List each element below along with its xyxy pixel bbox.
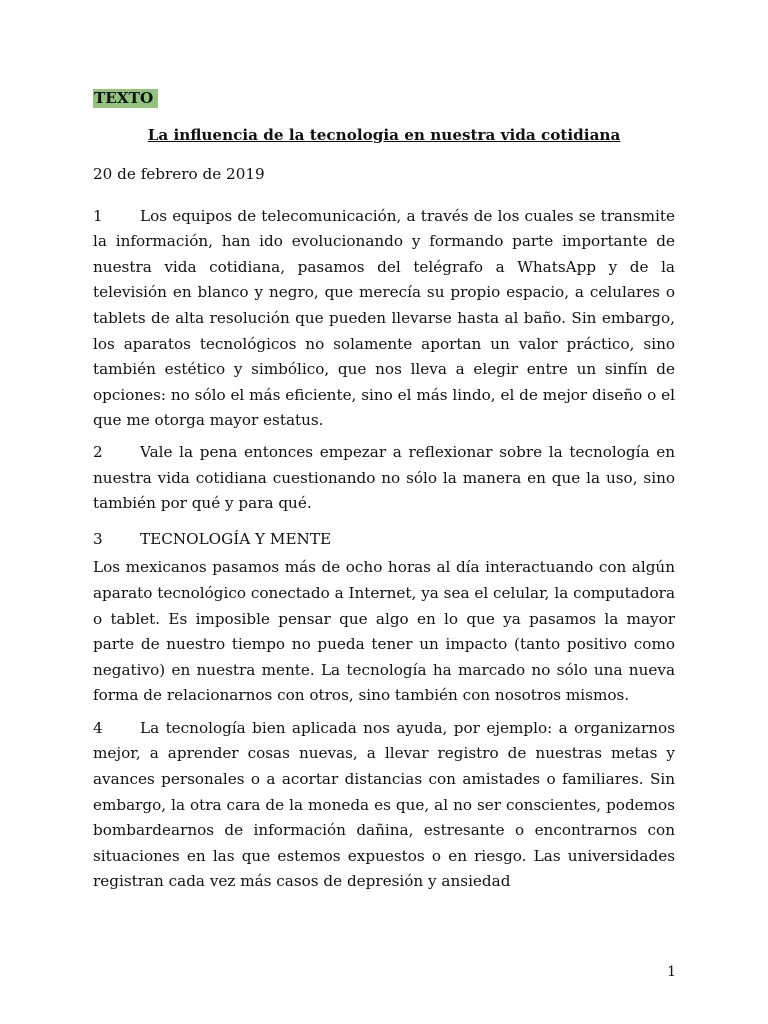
paragraph-text: Los mexicanos pasamos más de ocho horas al día interactuando con algún aparato tecnológico conectado a Internet, ya sea el celular, la computadora o tablet. Es imposible pensar que algo en lo que ya pasamos la mayor parte de nuestro tiempo no pueda tener un impacto (tanto positivo como negativo) en nuestra mente. La tecnología ha marcado no sólo una nueva forma de relacionarnos con otros, sino también con nosotros mismos. bbox=[93, 558, 675, 705]
paragraph-number: 3 bbox=[93, 529, 103, 548]
section-label: TEXTO bbox=[93, 89, 158, 108]
paragraph-text: Los equipos de telecomunicación, a través de los cuales se transmite la información, han ido evolucionando y formando parte importante de nuestra vida cotidiana, pasamos del telégrafo a WhatsApp y de la televisión en blanco y negro, que merecía su propio espacio, a celulares o tablets de alta resolución que pueden llevarse hasta al baño. Sin embargo, los aparatos tecnológicos no solamente aportan un valor práctico, sino también estético y simbólico, que nos lleva a elegir entre un sinfín de opciones: no sólo el más eficiente, sino el más lindo, el de mejor diseño o el que me otorga mayor estatus. bbox=[93, 206, 675, 430]
page-number: 1 bbox=[667, 964, 676, 980]
section-heading-text: TECNOLOGÍA Y MENTE bbox=[140, 529, 332, 548]
document-date: 20 de febrero de 2019 bbox=[93, 164, 265, 183]
paragraph-text: La tecnología bien aplicada nos ayuda, por ejemplo: a organizarnos mejor, a aprender cosas nuevas, a llevar registro de nuestras metas y avances personales o a acortar distancias con amistades o familiares. Sin embargo, la otra cara de la moneda es que, al no ser conscientes, podemos bombardearnos de información dañina, estresante o encontrarnos con situaciones en las que estemos expuestos o en riesgo. Las universidades registran cada vez más casos de depresión y ansiedad bbox=[93, 718, 675, 891]
paragraph-number: 2 bbox=[93, 442, 103, 461]
document-title: La influencia de la tecnologia en nuestra vida cotidiana bbox=[147, 125, 621, 144]
paragraph-4 bbox=[93, 716, 675, 895]
paragraph-1 bbox=[93, 204, 675, 434]
paragraph-number: 4 bbox=[93, 718, 103, 737]
document-page bbox=[93, 86, 675, 895]
paragraph-text: Vale la pena entonces empezar a reflexionar sobre la tecnología en nuestra vida cotidiana cuestionando no sólo la manera en que la uso, sino también por qué y para qué. bbox=[93, 442, 675, 513]
paragraph-2 bbox=[93, 440, 675, 517]
section-heading bbox=[93, 527, 675, 553]
paragraph-3 bbox=[93, 555, 675, 709]
paragraph-number: 1 bbox=[93, 206, 103, 225]
